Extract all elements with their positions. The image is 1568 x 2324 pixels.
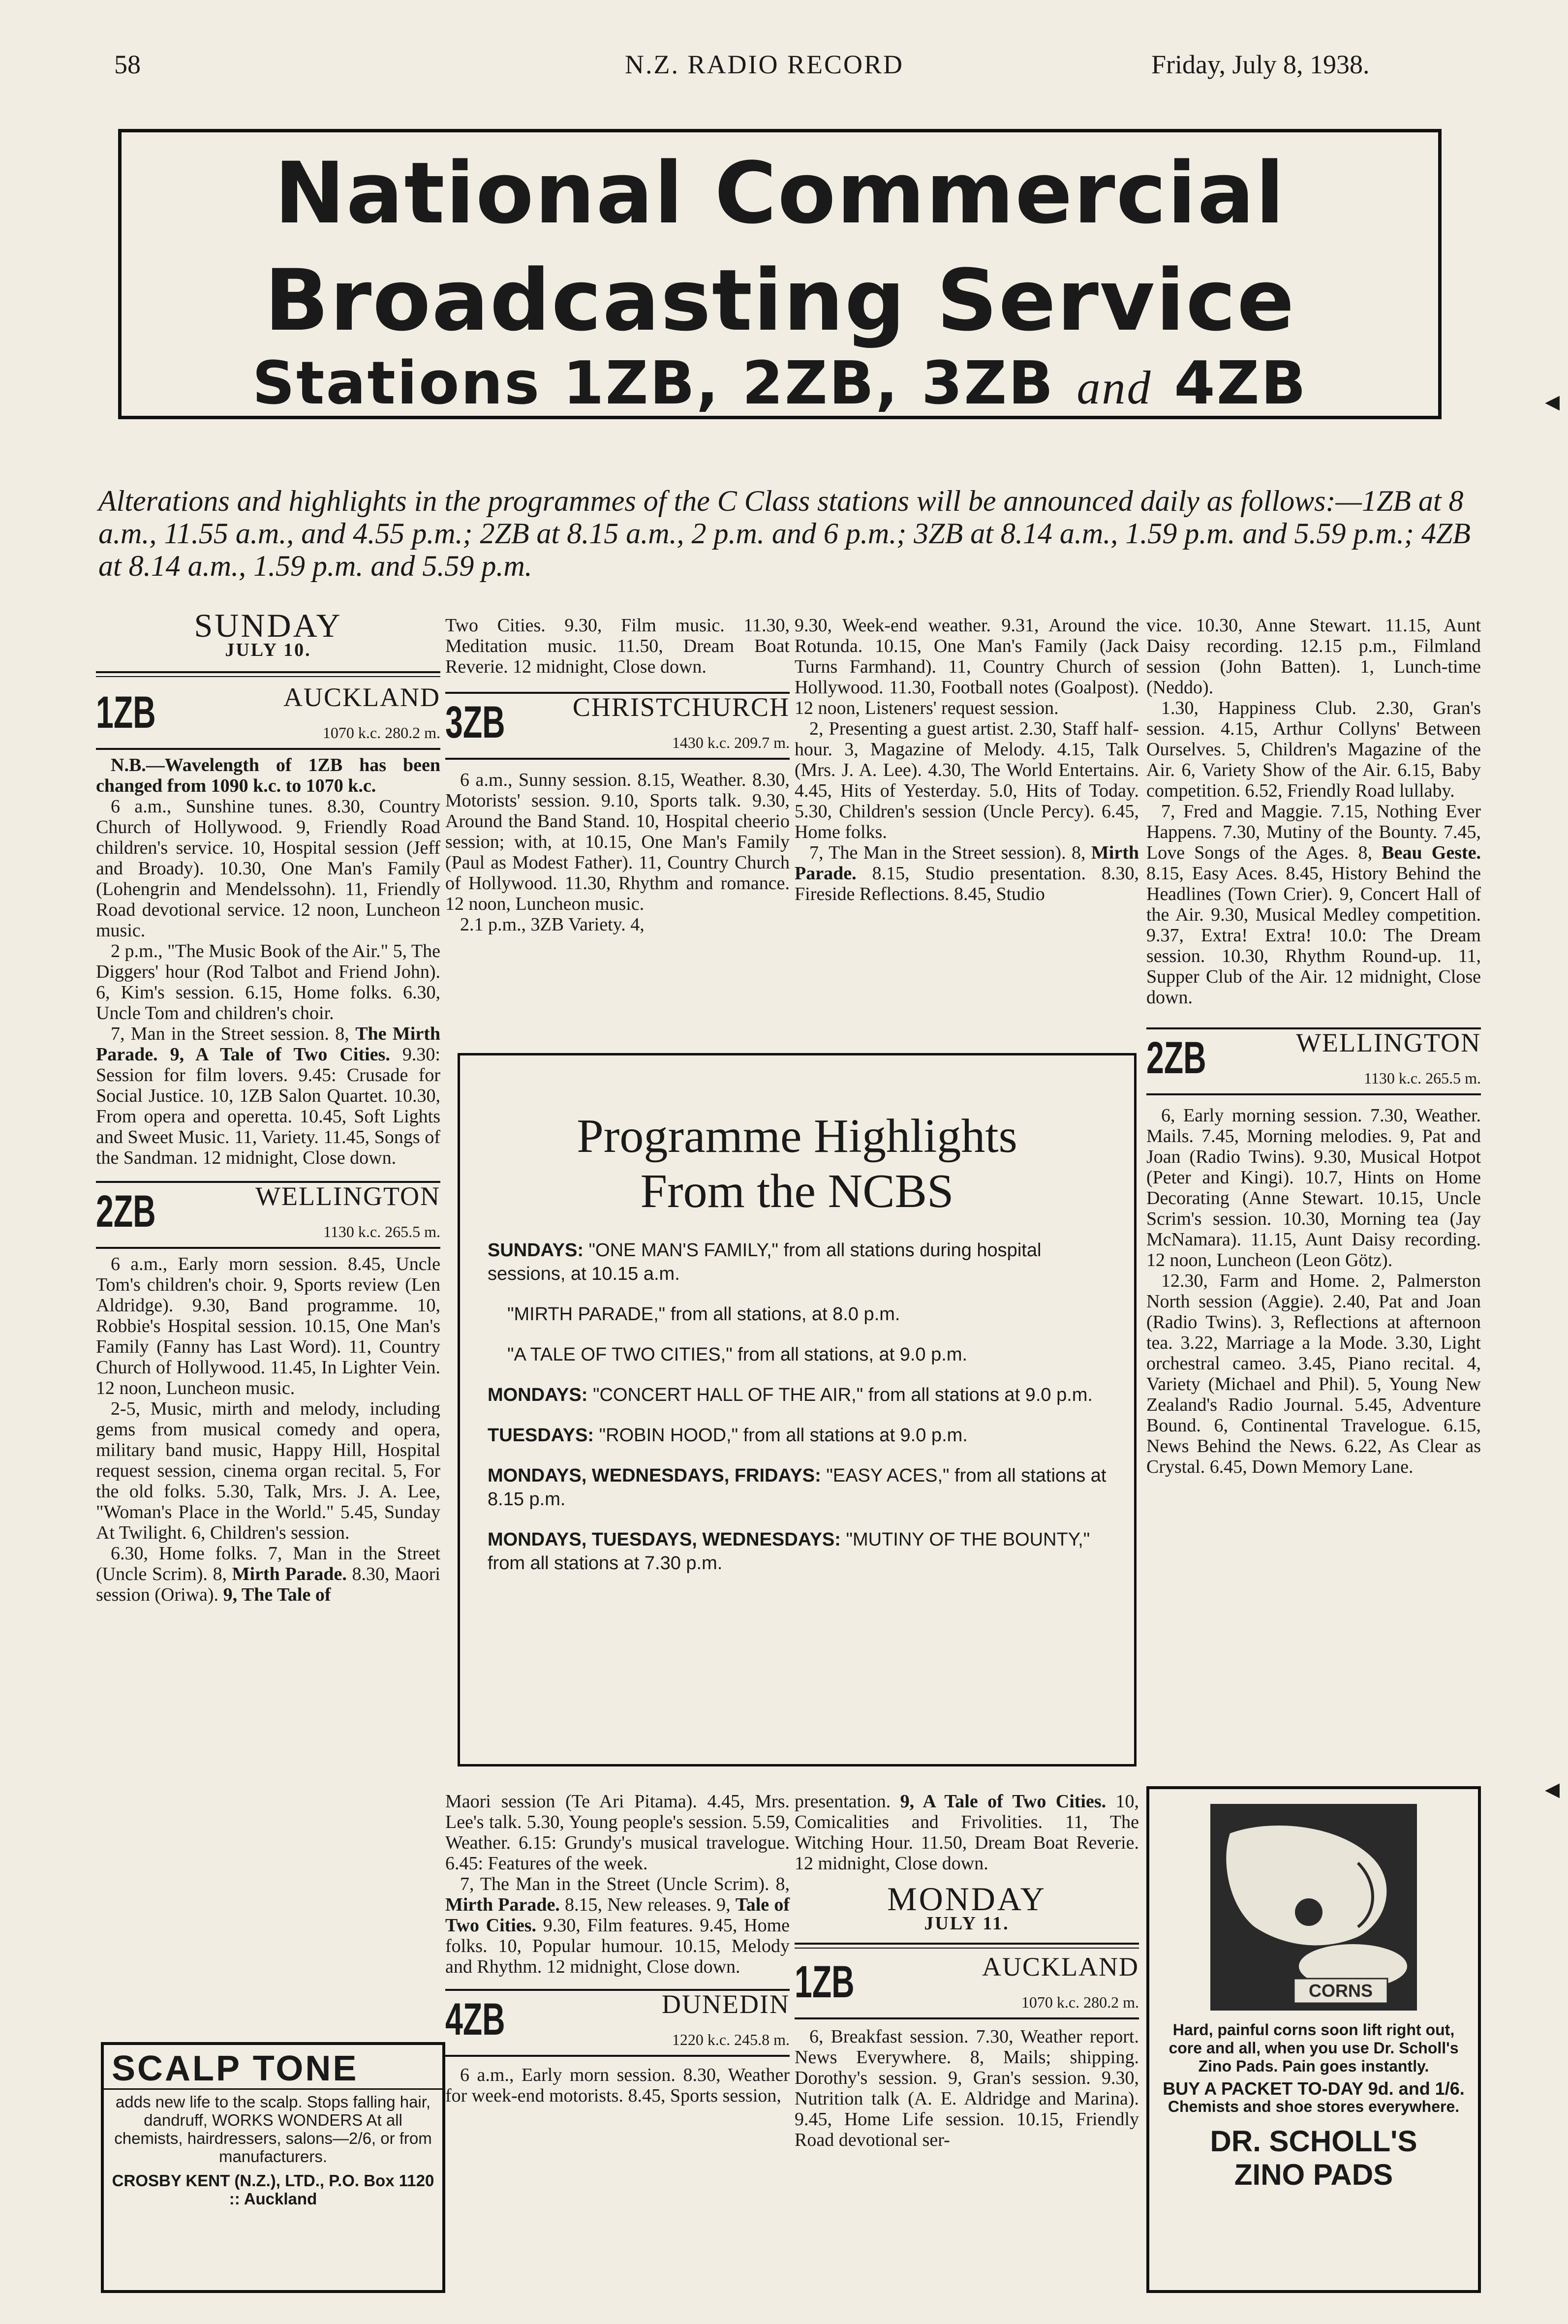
station-code: 2ZB <box>96 1186 156 1237</box>
highlight-text: "CONCERT HALL OF THE AIR," from all stations at 9.0 p.m. <box>592 1385 1093 1405</box>
masthead-stations: Stations 1ZB, 2ZB, 3ZB <box>252 349 1055 418</box>
station-city: CHRISTCHURCH <box>572 692 790 722</box>
station-frequency: 1070 k.c. 280.2 m. <box>322 724 440 742</box>
text-run: 8.15, New releases. 9, <box>559 1894 736 1915</box>
programme-text <box>445 1874 790 1977</box>
text-run: 7, Man in the Street session. 8, <box>111 1023 356 1044</box>
divider <box>795 1943 1139 1945</box>
text-run-bold: Mirth Parade. <box>445 1894 560 1915</box>
highlights-list <box>460 1239 1134 1575</box>
text-run: 9.30, Film features. 9.45, Home folks. 10, Popular humour. 10.15, Melody and Rhythm. 12 midnight, Close down. <box>445 1915 790 1977</box>
highlight-text: "ROBIN HOOD," from all stations at 9.0 p.m. <box>599 1425 968 1446</box>
programme-text <box>96 1543 440 1605</box>
station-frequency: 1130 k.c. 265.5 m. <box>1364 1069 1481 1087</box>
sunday-heading: SUNDAY <box>194 607 342 644</box>
page-number: 58 <box>114 50 141 79</box>
highlight-item <box>488 1383 1107 1407</box>
text-run-bold: Beau Geste. <box>1382 842 1481 863</box>
station-city: AUCKLAND <box>283 682 440 712</box>
highlight-item <box>488 1239 1107 1286</box>
programme-text <box>96 1023 440 1168</box>
programme-text: 6 a.m., Sunshine tunes. 8.30, Country Church of Hollywood. 9, Friendly Road children's service. 10, Hospital session (Jeff and Broady). 10.30, One Man's Family (Lohengrin and Mendelssohn). 11, Friendly Road devotional service. 12 noon, Luncheon music. <box>96 796 440 941</box>
column-4 <box>1146 615 1481 1477</box>
text-run: 6.30, Home folks. 7, Man in the Street (Uncle Scrim). 8, <box>96 1543 440 1584</box>
programme-text: 6 a.m., Early morn session. 8.45, Uncle Tom's children's choir. 9, Sports review (Len Aldridge). 9.30, Band programme. 10, Robbie's Hospital session. 10.15, One Man's Family (Fanny has Last Word). 11, Country Church of Hollywood. 11.45, In Lighter Vein. 12 noon, Luncheon music. <box>96 1254 440 1398</box>
highlight-text: "MUTINY OF THE BOUNTY," from all stations at 7.30 p.m. <box>488 1529 1090 1574</box>
masthead-box <box>118 129 1442 419</box>
corns-label: CORNS <box>1308 1981 1373 2001</box>
divider <box>96 676 440 677</box>
programme-text: 6, Early morning session. 7.30, Weather. Mails. 7.45, Morning melodies. 9, Pat and Joan (Radio Twins). 9.30, Musical Hotpot (Peter and Kingi). 10.7, Hints on Home Decorating (Anne Stewart. 10.15, Uncle Scrim's session. 10.30, Morning tea (Jay McNamara). 11.15, Aunt Daisy recording. 12 noon, Luncheon (Leon Götz). <box>1146 1105 1481 1270</box>
column-2-bottom <box>445 1791 790 2106</box>
station-code: 1ZB <box>96 687 156 738</box>
advert-text: Hard, painful corns soon lift right out, core and all, when you use Dr. Scholl's Zino Pads. Pain goes instantly. <box>1168 2021 1459 2075</box>
masthead-line-3 <box>122 347 1438 425</box>
station-frequency: 1130 k.c. 265.5 m. <box>323 1223 440 1240</box>
station-city: WELLINGTON <box>255 1181 440 1211</box>
programme-text <box>795 1791 1139 1874</box>
station-header-2zb-monday <box>1146 1027 1481 1095</box>
station-frequency: 1220 k.c. 245.8 m. <box>672 2031 790 2048</box>
masthead-line-1: National Commercial <box>274 144 1286 243</box>
wavelength-notice: N.B.—Wavelength of 1ZB has been changed from 1090 k.c. to 1070 k.c. <box>96 755 440 796</box>
programme-text: 6, Breakfast session. 7.30, Weather report. News Everywhere. 8, Mails; shipping. Dorothy's session. 9, Gran's session. 9.30, Nutrition talk (A. E. Aldridge and Marina). 9.45, Home Life session. 10.15, Friendly Road devotional ser- <box>795 2026 1139 2150</box>
text-run-bold: 9, The Tale of <box>223 1584 331 1605</box>
divider <box>96 671 440 673</box>
highlight-item <box>488 1464 1107 1511</box>
text-run: 8.15, Easy Aces. 8.45, History Behind the Headlines (Town Crier). 9, Concert Hall of the Air. 9.30, Musical Medley competition. 9.37, Extra! Extra! 10.0: The Dream session. 10.30, Rhythm Round-up. 11, Supper Club of the Air. 12 midnight, Close down. <box>1146 863 1481 1008</box>
margin-arrow-icon: ◂ <box>1545 385 1560 417</box>
margin-arrow-icon: ◂ <box>1545 1772 1560 1805</box>
column-1 <box>96 607 440 1605</box>
station-code: 1ZB <box>795 1957 855 2007</box>
masthead-last-station: 4ZB <box>1174 349 1308 418</box>
highlight-key: SUNDAYS: <box>488 1240 584 1261</box>
scalp-tone-advert <box>101 2042 445 2293</box>
text-run: 7, The Man in the Street session). 8, <box>809 842 1091 863</box>
programme-text <box>1146 801 1481 1008</box>
monday-heading: MONDAY <box>887 1880 1046 1918</box>
highlight-text: "A TALE OF TWO CITIES," from all stations, at 9.0 p.m. <box>507 1344 968 1365</box>
highlight-item <box>488 1343 1107 1366</box>
programme-text: Maori session (Te Ari Pitama). 4.45, Mrs. Lee's talk. 5.30, Young people's session. 5.59, Weather. 6.15: Grundy's musical travelogue. 6.45: Features of the week. <box>445 1791 790 1874</box>
station-code: 3ZB <box>445 697 505 747</box>
highlight-item <box>488 1528 1107 1575</box>
masthead-line-2: Broadcasting Service <box>264 251 1295 350</box>
text-run: presentation. <box>795 1791 900 1812</box>
station-city: DUNEDIN <box>662 1989 790 2019</box>
programme-text: 9.30, Week-end weather. 9.31, Around the Rotunda. 10.15, One Man's Family (Jack Turns Farmhand). 11, Country Church of Hollywood. 11.30, Football notes (Goalpost). 12 noon, Listeners' request session. <box>795 615 1139 718</box>
text-run: 7, The Man in the Street (Uncle Scrim). 8, <box>460 1874 790 1894</box>
zino-pads-advert <box>1146 1786 1481 2293</box>
station-header-2zb <box>96 1181 440 1249</box>
station-frequency: 1070 k.c. 280.2 m. <box>1021 1993 1139 2011</box>
station-city: AUCKLAND <box>982 1952 1139 1982</box>
highlight-key: MONDAYS, WEDNESDAYS, FRIDAYS: <box>488 1465 821 1486</box>
masthead-and: and <box>1076 361 1152 414</box>
programme-highlights-box <box>458 1053 1137 1766</box>
text-run: 9.30: Session for film lovers. 9.45: Crusade for Social Justice. 10, 1ZB Salon Quartet. 10.30, From opera and operetta. 10.45, Soft Lights and Sweet Music. 11, Variety. 11.45, Songs of the Sandman. 12 midnight, Close down. <box>96 1044 440 1168</box>
advert-brand-1: DR. SCHOLL'S <box>1210 2125 1417 2158</box>
advert-title: SCALP TONE <box>104 2045 442 2090</box>
programme-text: 12.30, Farm and Home. 2, Palmerston North session (Aggie). 2.40, Pat and Joan (Radio Twins). 3, Reflections at afternoon tea. 3.22, Marriage a la Mode. 3.30, Light orchestral cameo. 3.45, Piano recital. 4, Variety (Michael and Phil). 5, Young New Zealand's Radio Journal. 5.45, Adventure Bound. 6, Continental Travelogue. 6.15, News Behind the News. 6.22, As Clear as Crystal. 6.45, Down Memory Lane. <box>1146 1270 1481 1477</box>
station-frequency: 1430 k.c. 209.7 m. <box>672 734 790 751</box>
text-run-bold: Mirth Parade. <box>232 1564 347 1584</box>
programme-text: 6 a.m., Sunny session. 8.15, Weather. 8.30, Motorists' session. 9.10, Sports talk. 9.30, Around the Band Stand. 10, Hospital cheerio session; with, at 10.15, One Man's Family (Paul as Modest Father). 11, Country Church of Hollywood. 11.30, Rhythm and romance. 12 noon, Luncheon music. <box>445 770 790 914</box>
programme-text: 2 p.m., "The Music Book of the Air." 5, The Diggers' hour (Rod Talbot and Friend John). 6, Kim's session. 6.15, Home folks. 6.30, Uncle Tom and children's choir. <box>96 941 440 1023</box>
issue-date: Friday, July 8, 1938. <box>1151 50 1370 79</box>
advert-address: CROSBY KENT (N.Z.), LTD., P.O. Box 1120 :: Auckland <box>112 2171 434 2208</box>
programme-text: 2-5, Music, mirth and melody, including gems from musical comedy and opera, military band music, Happy Hill, Hospital request session, cinema organ recital. 5, For the old folks. 5.30, Talk, Mrs. J. A. Lee, "Woman's Place in the World." 5.45, Sunday At Twilight. 6, Children's session. <box>96 1398 440 1543</box>
programme-text: Two Cities. 9.30, Film music. 11.30, Meditation music. 11.50, Dream Boat Reverie. 12 midnight, Close down. <box>445 615 790 677</box>
programme-text: 1.30, Happiness Club. 2.30, Gran's session. 4.15, Arthur Collyns' Between Ourselves. 5, Children's Magazine of the Air. 6, Variety Show of the Air. 6.15, Baby competition. 6.52, Friendly Road lullaby. <box>1146 698 1481 801</box>
divider <box>795 1948 1139 1949</box>
advert-buy: BUY A PACKET TO-DAY 9d. and 1/6. <box>1163 2078 1465 2099</box>
programme-text: 2, Presenting a guest artist. 2.30, Staff half-hour. 3, Magazine of Melody. 4.15, Talk (Mrs. J. A. Lee). 4.30, The World Entertains. 4.45, Hits of Yesterday. 5.0, Hits of Today. 5.30, Children's session (Uncle Percy). 6.45, Home folks. <box>795 718 1139 842</box>
foot-illustration-icon <box>1210 1804 1417 2011</box>
station-header-3zb <box>445 692 790 760</box>
monday-date: JULY 11. <box>924 1913 1010 1934</box>
sunday-date: JULY 10. <box>225 640 311 660</box>
highlight-item <box>488 1302 1107 1326</box>
text-run-bold: The Mirth Parade. 9, A Tale of Two Cities. <box>96 1023 440 1065</box>
programme-text: vice. 10.30, Anne Stewart. 11.15, Aunt Daisy recording. 12.15 p.m., Filmland session (John Batten). 1, Lunch-time (Neddo). <box>1146 615 1481 698</box>
column-2-top <box>445 615 790 935</box>
station-header-1zb-monday <box>795 1953 1139 2019</box>
highlight-text: "MIRTH PARADE," from all stations, at 8.0 p.m. <box>507 1304 900 1325</box>
highlights-title-1: Programme Highlights <box>577 1110 1017 1163</box>
highlight-key: MONDAYS: <box>488 1385 588 1405</box>
highlights-title-2: From the NCBS <box>640 1165 954 1218</box>
programme-text <box>795 842 1139 904</box>
advert-stores: Chemists and shoe stores everywhere. <box>1168 2098 1460 2115</box>
station-header-4zb <box>445 1989 790 2057</box>
station-city: WELLINGTON <box>1296 1028 1481 1057</box>
highlight-text: "ONE MAN'S FAMILY," from all stations during hospital sessions, at 10.15 a.m. <box>488 1240 1042 1284</box>
text-run: 7, Fred and Maggie. 7.15, Nothing Ever Happens. 7.30, Mutiny of the Bounty. 7.45, Love Songs of the Ages. 8, <box>1146 801 1481 863</box>
text-run-bold: Tale of Two Cities. <box>445 1894 790 1936</box>
station-code: 2ZB <box>1146 1033 1206 1083</box>
intro-paragraph: Alterations and highlights in the programmes of the C Class stations will be announced daily as follows:—1ZB at 8 a.m., 11.55 a.m., and 4.55 p.m.; 2ZB at 8.15 a.m., 2 p.m. and 6 p.m.; 3ZB at 8.14 a.m., 1.59 p.m. and 5.59 p.m.; 4ZB at 8.14 a.m., 1.59 p.m. and 5.59 p.m. <box>98 485 1471 582</box>
text-run: 10, Comicalities and Frivolities. 11, The Witching Hour. 11.50, Dream Boat Reverie. 12 midnight, Close down. <box>795 1791 1139 1874</box>
advert-text: adds new life to the scalp. Stops falling hair, dandruff, WORKS WONDERS At all chemists, hairdressers, salons—2/6, or from manufacturers. <box>114 2093 432 2166</box>
highlight-key: TUESDAYS: <box>488 1425 594 1446</box>
highlight-key: MONDAYS, TUESDAYS, WEDNESDAYS: <box>488 1529 841 1550</box>
text-run-bold: Mirth Parade. <box>795 842 1139 884</box>
advert-brand-2: ZINO PADS <box>1234 2158 1393 2191</box>
station-header-1zb <box>96 684 440 750</box>
highlight-item <box>488 1424 1107 1447</box>
station-code: 4ZB <box>445 1994 505 2045</box>
column-3-bottom <box>795 1791 1139 2150</box>
publication-name: N.Z. RADIO RECORD <box>625 50 904 79</box>
text-run: 8.15, Studio presentation. 8.30, Fireside Reflections. 8.45, Studio <box>795 863 1139 904</box>
programme-text: 2.1 p.m., 3ZB Variety. 4, <box>460 914 645 935</box>
text-run: 8.30, Maori session (Oriwa). <box>96 1564 440 1605</box>
column-3-top <box>795 615 1139 904</box>
programme-text: 6 a.m., Early morn session. 8.30, Weather for week-end motorists. 8.45, Sports session, <box>445 2065 790 2106</box>
highlight-text: "EASY ACES," from all stations at 8.15 p.m. <box>488 1465 1107 1510</box>
text-run-bold: 9, A Tale of Two Cities. <box>900 1791 1107 1812</box>
